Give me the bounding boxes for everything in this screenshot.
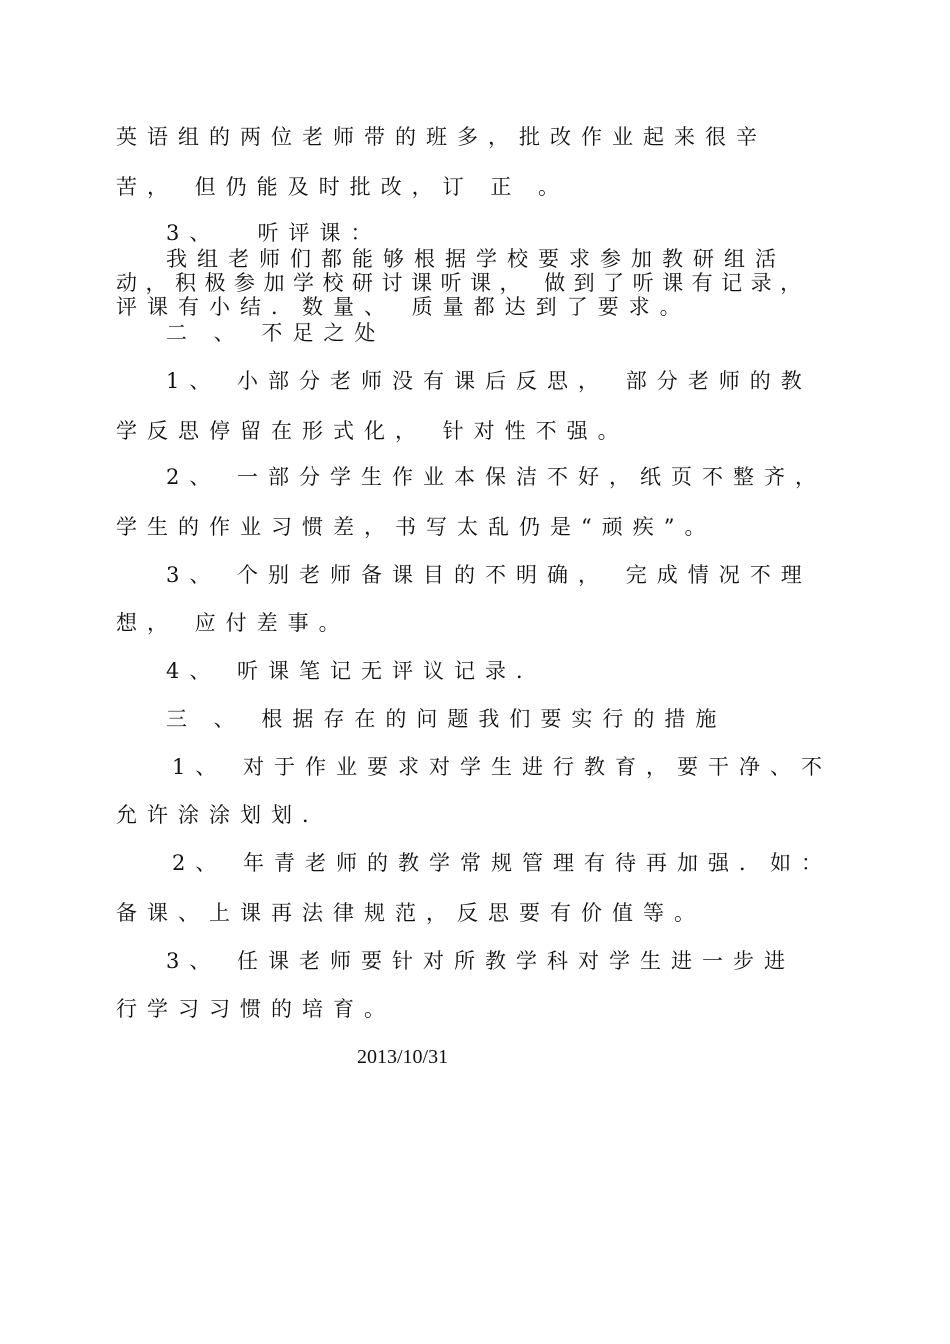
text-line: 苦， 但仍能及时批改，订 正 。 (116, 175, 570, 199)
text-line: 学生的作业习惯差，书写太乱仍是“顽疾”。 (116, 515, 716, 539)
text-line: 允许涂涂划划． (116, 803, 333, 827)
text-line: 1、 对于作业要求对学生进行教育，要干净、不 (172, 755, 833, 779)
text-line: 行学习习惯的培育。 (116, 997, 395, 1021)
text-line: 2、 年青老师的教学常规管理有待再加强．如： (172, 851, 833, 875)
text-line: 3、 个别老师备课目的不明确， 完成情况不理 (166, 563, 812, 587)
text-line: 2、 一部分学生作业本保洁不好，纸页不整齐， (166, 465, 827, 489)
document-date: 2013/10/31 (357, 1046, 449, 1068)
text-line: 动，积极参加学校研讨课听课， 做到了听课有记录， (116, 271, 810, 295)
text-line: 想， 应付差事。 (116, 611, 350, 635)
text-line: 备课、上课再法律规范，反思要有价值等。 (116, 901, 705, 925)
text-line: 学反思停留在形式化， 针对性不强。 (116, 419, 629, 443)
text-line: 3、 任课老师要针对所教学科对学生进一步进 (166, 949, 796, 973)
section-heading: 三 、 根据存在的问题我们要实行的措施 (166, 707, 727, 731)
text-line: 英语组的两位老师带的班多，批改作业起来很辛 (116, 125, 767, 149)
text-line: 1、 小部分老师没有课后反思， 部分老师的教 (166, 369, 812, 393)
text-line: 评课有小结．数量、 质量都达到了要求。 (116, 295, 691, 319)
text-line: 4、 听课笔记无评议记录． (166, 659, 548, 683)
text-line: 我组老师们都能够根据学校要求参加教研组活 (166, 247, 786, 271)
text-line: 3、 听评课： (166, 221, 382, 245)
section-heading: 二 、 不足之处 (166, 321, 386, 345)
